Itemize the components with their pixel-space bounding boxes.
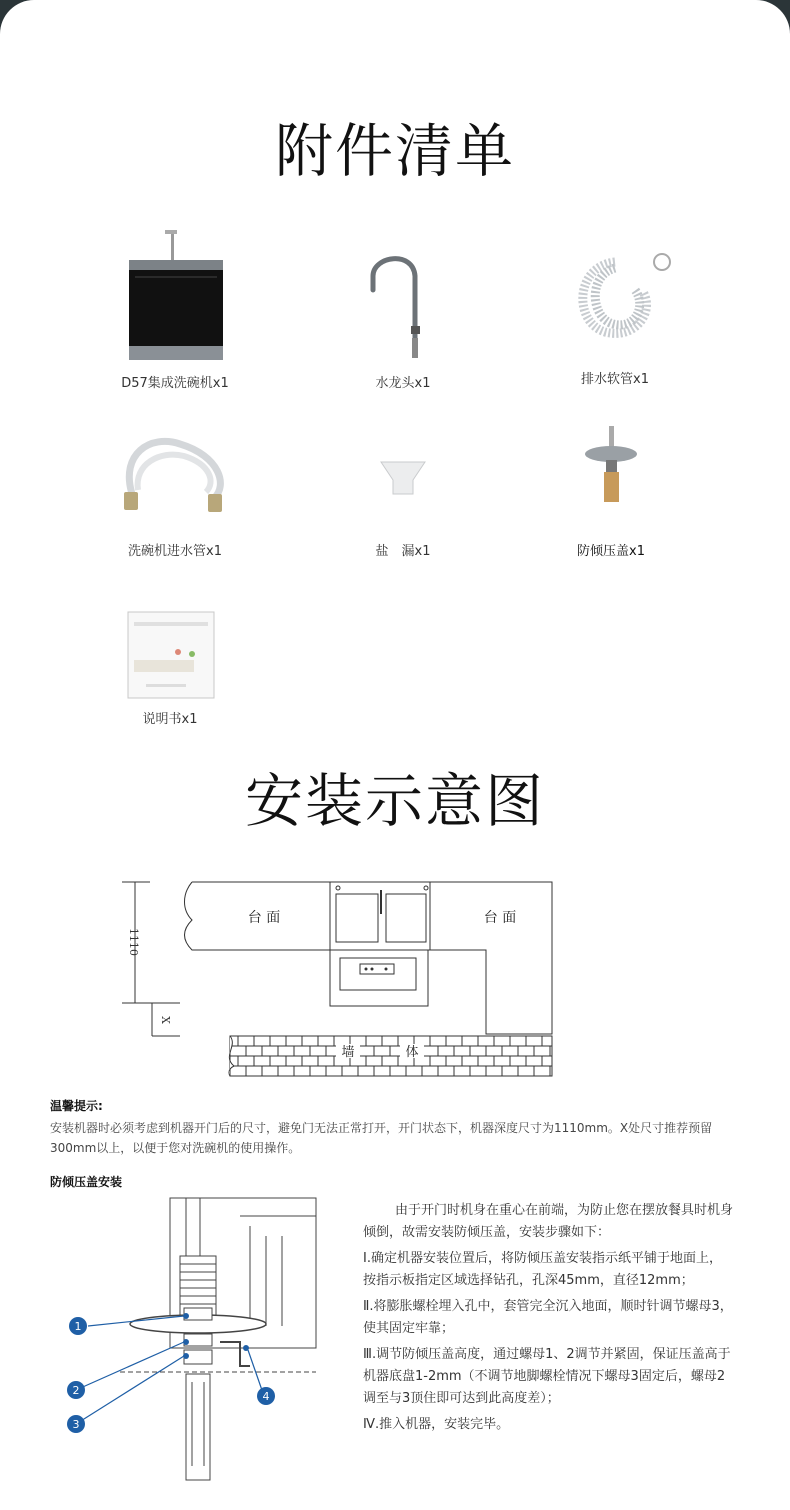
section-title: 安装示意图	[244, 767, 545, 835]
anti-tilt-install-figure	[60, 1196, 330, 1486]
wall-label-1: 墙	[341, 1045, 355, 1060]
callout-4	[257, 1387, 275, 1405]
tip-body: 安装机器时必须考虑到机器开门后的尺寸，避免门无法正常打开，开门状态下，机器深度尺寸为1110mm。X处尺寸推荐预留300mm以上，以便于您对洗碗机的使用操作。	[50, 1121, 713, 1155]
callout-3	[67, 1415, 85, 1433]
inlet-hose-icon	[80, 394, 270, 534]
accessory-label: 防倾压盖x1	[577, 544, 645, 559]
accessory-label: 水龙头x1	[375, 376, 431, 391]
accessory-label: 盐 漏x1	[375, 544, 431, 559]
wall-label-2: 体	[405, 1045, 419, 1060]
install-step-1: Ⅰ.确定机器安装位置后，将防倾压盖安装指示纸平铺于地面上，按指示板指定区域选择钻孔，孔深45mm，直径12mm；	[363, 1251, 722, 1288]
faucet-icon	[308, 226, 498, 366]
accessory-item	[308, 394, 498, 559]
counter-label-left: 台 面	[247, 910, 281, 926]
tip-title: 温馨提示:	[50, 1099, 103, 1113]
callout-2	[67, 1381, 85, 1399]
svg-text:3: 3	[72, 1418, 80, 1431]
dimension-x: X	[159, 1016, 172, 1024]
anti-tilt-cap-icon	[516, 394, 706, 534]
dishwasher-cabinet-icon	[80, 226, 270, 366]
install-section-title: 防倾压盖安装	[50, 1175, 123, 1189]
install-intro: 由于开门时机身在重心在前端，为防止您在摆放餐具时机身倾倒，故需安装防倾压盖，安装步骤如下：	[363, 1203, 734, 1240]
installation-diagram	[110, 870, 560, 1085]
install-step-3: Ⅲ.调节防倾压盖高度，通过螺母1、2调节并紧固，保证压盖高于机器底盘1-2mm（不调节地脚螺栓情况下螺母3固定后，螺母2调至与3顶住即可达到此高度差）；	[363, 1347, 731, 1406]
accessory-item	[75, 562, 265, 727]
counter-label-right: 台 面	[483, 910, 517, 926]
svg-text:1: 1	[74, 1320, 82, 1333]
accessory-label: 说明书x1	[142, 712, 198, 727]
accessory-item	[308, 226, 498, 391]
callout-1	[69, 1317, 87, 1335]
svg-text:2: 2	[72, 1384, 80, 1397]
accessory-label: D57集成洗碗机x1	[121, 376, 229, 391]
accessory-label: 排水软管x1	[581, 372, 649, 387]
accessory-item	[516, 394, 706, 559]
salt-funnel-icon	[308, 394, 498, 534]
install-step-4: Ⅳ.推入机器，安装完毕。	[363, 1417, 510, 1432]
accessory-item	[80, 226, 270, 391]
drain-hose-icon	[520, 226, 710, 362]
svg-text:4: 4	[262, 1390, 270, 1403]
page-title: 附件清单	[274, 117, 515, 185]
accessory-label: 洗碗机进水管x1	[128, 544, 222, 559]
manual-icon	[75, 562, 265, 702]
dimension-height: 1110	[127, 928, 140, 956]
accessory-item	[80, 394, 270, 559]
install-step-2: Ⅱ.将膨胀螺栓埋入孔中，套管完全沉入地面，顺时针调节螺母3，使其固定牢靠；	[363, 1299, 733, 1336]
install-steps	[363, 1200, 733, 1440]
accessory-item	[520, 226, 710, 387]
